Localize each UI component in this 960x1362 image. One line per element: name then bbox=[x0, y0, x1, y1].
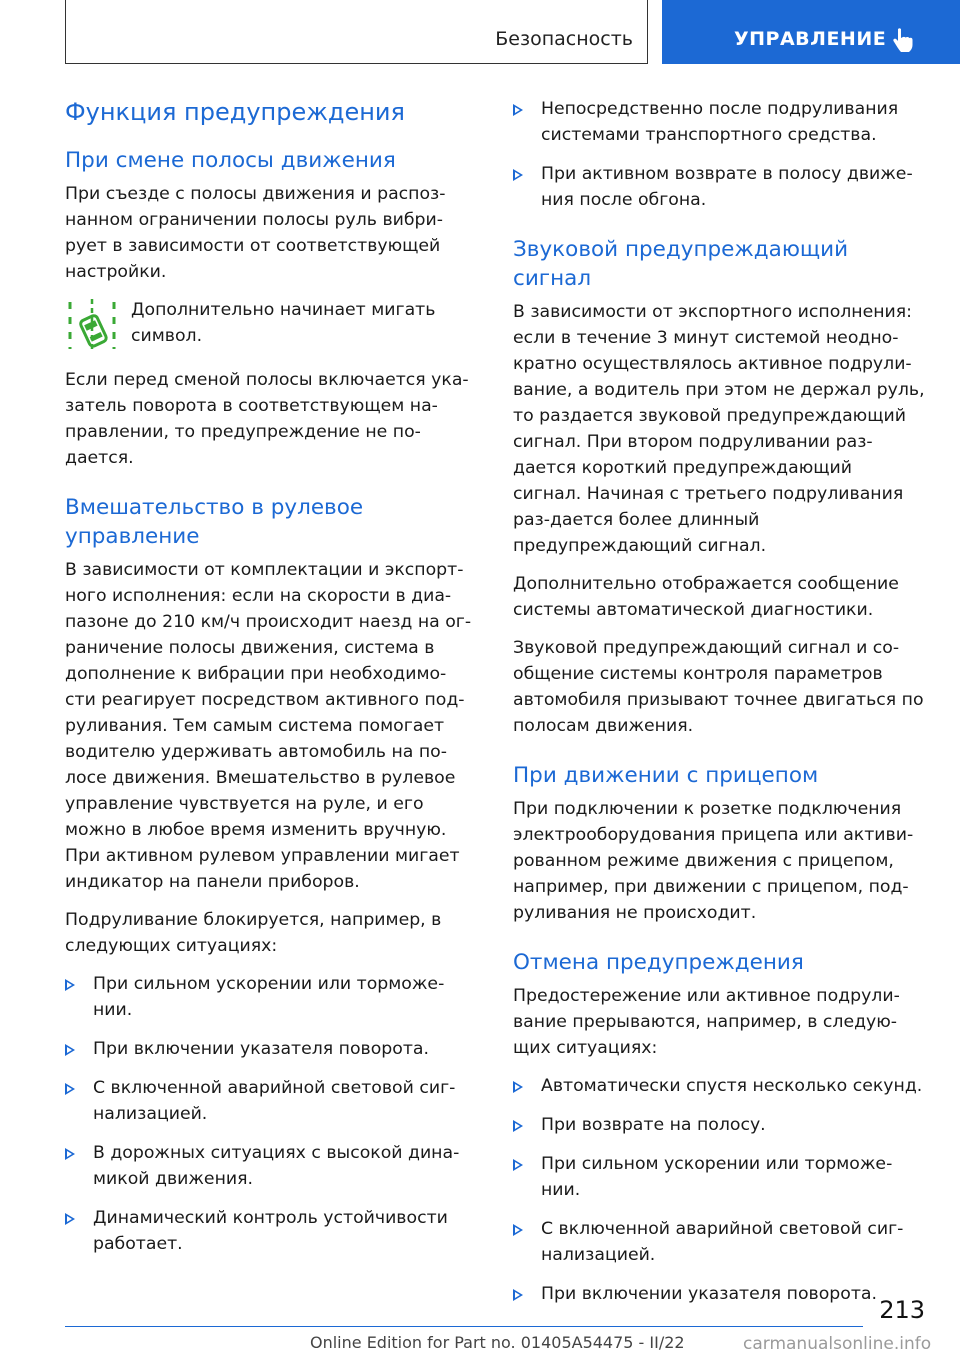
paragraph: В зависимости от комплектации и экспорт-ного исполнения: если на скорости в диа-пазоне до 210 км/ч происходит наезд на ог-раничение полосы движения, система в дополнение к вибрации при необходимо-сти реагирует посредством активного под-руливания. Тем самым система помогает водителю удерживать автомобиль на по-лосе движения. Вмешательство в рулевое управление чувствуется на руле, и его можно в любое время изменить вручную. При активном рулевом управлении мигает индикатор на панели приборов. bbox=[65, 560, 472, 892]
bullet-triangle-icon bbox=[65, 979, 75, 991]
footer-divider bbox=[65, 1326, 863, 1327]
footer-edition: Online Edition for Part no. 01405A54475 - II/22 bbox=[310, 1333, 685, 1352]
heading-steering-intervention: Вмешательство в рулевое управление bbox=[65, 495, 364, 549]
page-number: 213 bbox=[879, 1296, 925, 1324]
section-box bbox=[65, 0, 648, 64]
bullet-list bbox=[513, 1073, 925, 1307]
paragraph: Подруливание блокируется, например, в следующих ситуациях: bbox=[65, 910, 442, 956]
bullet-triangle-icon bbox=[513, 169, 523, 181]
paragraph: В зависимости от экспортного исполнения: если в течение 3 минут системой неодно-кратно осуществлялось активное подрули-вание, а водитель при этом не держал руль, то раздается звуковой предупреждающий сигнал. При втором подруливании раз-дается короткий предупреждающий сигнал. Начиная с третьего подруливания раз-дается более длинный предупреждающий сигнал. bbox=[513, 302, 925, 556]
paragraph: При съезде с полосы движения и распоз-нанном ограничении полосы руль вибри-рует в зависимости от соответствующей настройки. bbox=[65, 184, 446, 282]
bullet-list bbox=[513, 96, 925, 213]
lane-departure-warning-icon bbox=[65, 297, 119, 353]
list-item: При включении указателя поворота. bbox=[513, 1281, 925, 1307]
heading-acoustic-warning: Звуковой предупреждающий сигнал bbox=[513, 237, 849, 291]
paragraph: Звуковой предупреждающий сигнал и со-общение системы контроля параметров автомобиля призывают точнее двигаться по полосам движения. bbox=[513, 638, 924, 736]
heading-lane-change: При смене полосы движения bbox=[65, 148, 396, 173]
pointing-hand-icon bbox=[892, 27, 914, 53]
list-item: Динамический контроль устойчивости работает. bbox=[65, 1205, 477, 1257]
bullet-triangle-icon bbox=[513, 1159, 523, 1171]
page-title: Функция предупреждения bbox=[65, 98, 405, 126]
heading-trailer: При движении с прицепом bbox=[513, 763, 819, 788]
bullet-triangle-icon bbox=[513, 1120, 523, 1132]
right-column bbox=[513, 96, 925, 1320]
chapter-label: УПРАВЛЕНИЕ bbox=[734, 28, 887, 50]
list-item: Автоматически спустя несколько секунд. bbox=[513, 1073, 925, 1099]
bullet-triangle-icon bbox=[513, 1289, 523, 1301]
list-item: Непосредственно после подруливания системами транспортного средства. bbox=[513, 96, 925, 148]
paragraph: Если перед сменой полосы включается ука-затель поворота в соответствующем на-правлении, то предупреждение не по-дается. bbox=[65, 370, 469, 468]
list-item: При включении указателя поворота. bbox=[65, 1036, 477, 1062]
section-title: Безопасность bbox=[495, 28, 633, 50]
page-header bbox=[0, 0, 960, 66]
list-item: При возврате на полосу. bbox=[513, 1112, 925, 1138]
list-item: При сильном ускорении или торможе-нии. bbox=[513, 1151, 925, 1203]
icon-note-text: Дополнительно начинает мигать символ. bbox=[131, 300, 436, 346]
paragraph: Дополнительно отображается сообщение системы автоматической диагностики. bbox=[513, 574, 899, 620]
bullet-triangle-icon bbox=[65, 1148, 75, 1160]
watermark: carmanualsonline.info bbox=[743, 1334, 932, 1354]
bullet-triangle-icon bbox=[65, 1044, 75, 1056]
bullet-triangle-icon bbox=[513, 104, 523, 116]
icon-note bbox=[65, 297, 477, 353]
heading-warning-cancel: Отмена предупреждения bbox=[513, 950, 804, 975]
chapter-tab[interactable] bbox=[662, 0, 960, 64]
bullet-triangle-icon bbox=[65, 1083, 75, 1095]
list-item: С включенной аварийной световой сиг-нализацией. bbox=[513, 1216, 925, 1268]
bullet-triangle-icon bbox=[513, 1081, 523, 1093]
bullet-triangle-icon bbox=[65, 1213, 75, 1225]
paragraph: При подключении к розетке подключения электрооборудования прицепа или активи-рованном режиме движения с прицепом, например, при движении с прицепом, под-руливания не происходит. bbox=[513, 799, 914, 923]
list-item: С включенной аварийной световой сиг-нализацией. bbox=[65, 1075, 477, 1127]
list-item: При сильном ускорении или торможе-нии. bbox=[65, 971, 477, 1023]
list-item: При активном возврате в полосу движе-ния после обгона. bbox=[513, 161, 925, 213]
paragraph: Предостережение или активное подрули-вание прерываются, например, в следую-щих ситуациях: bbox=[513, 986, 900, 1058]
bullet-triangle-icon bbox=[513, 1224, 523, 1236]
left-column bbox=[65, 96, 477, 1270]
list-item: В дорожных ситуациях с высокой дина-микой движения. bbox=[65, 1140, 477, 1192]
bullet-list bbox=[65, 971, 477, 1257]
